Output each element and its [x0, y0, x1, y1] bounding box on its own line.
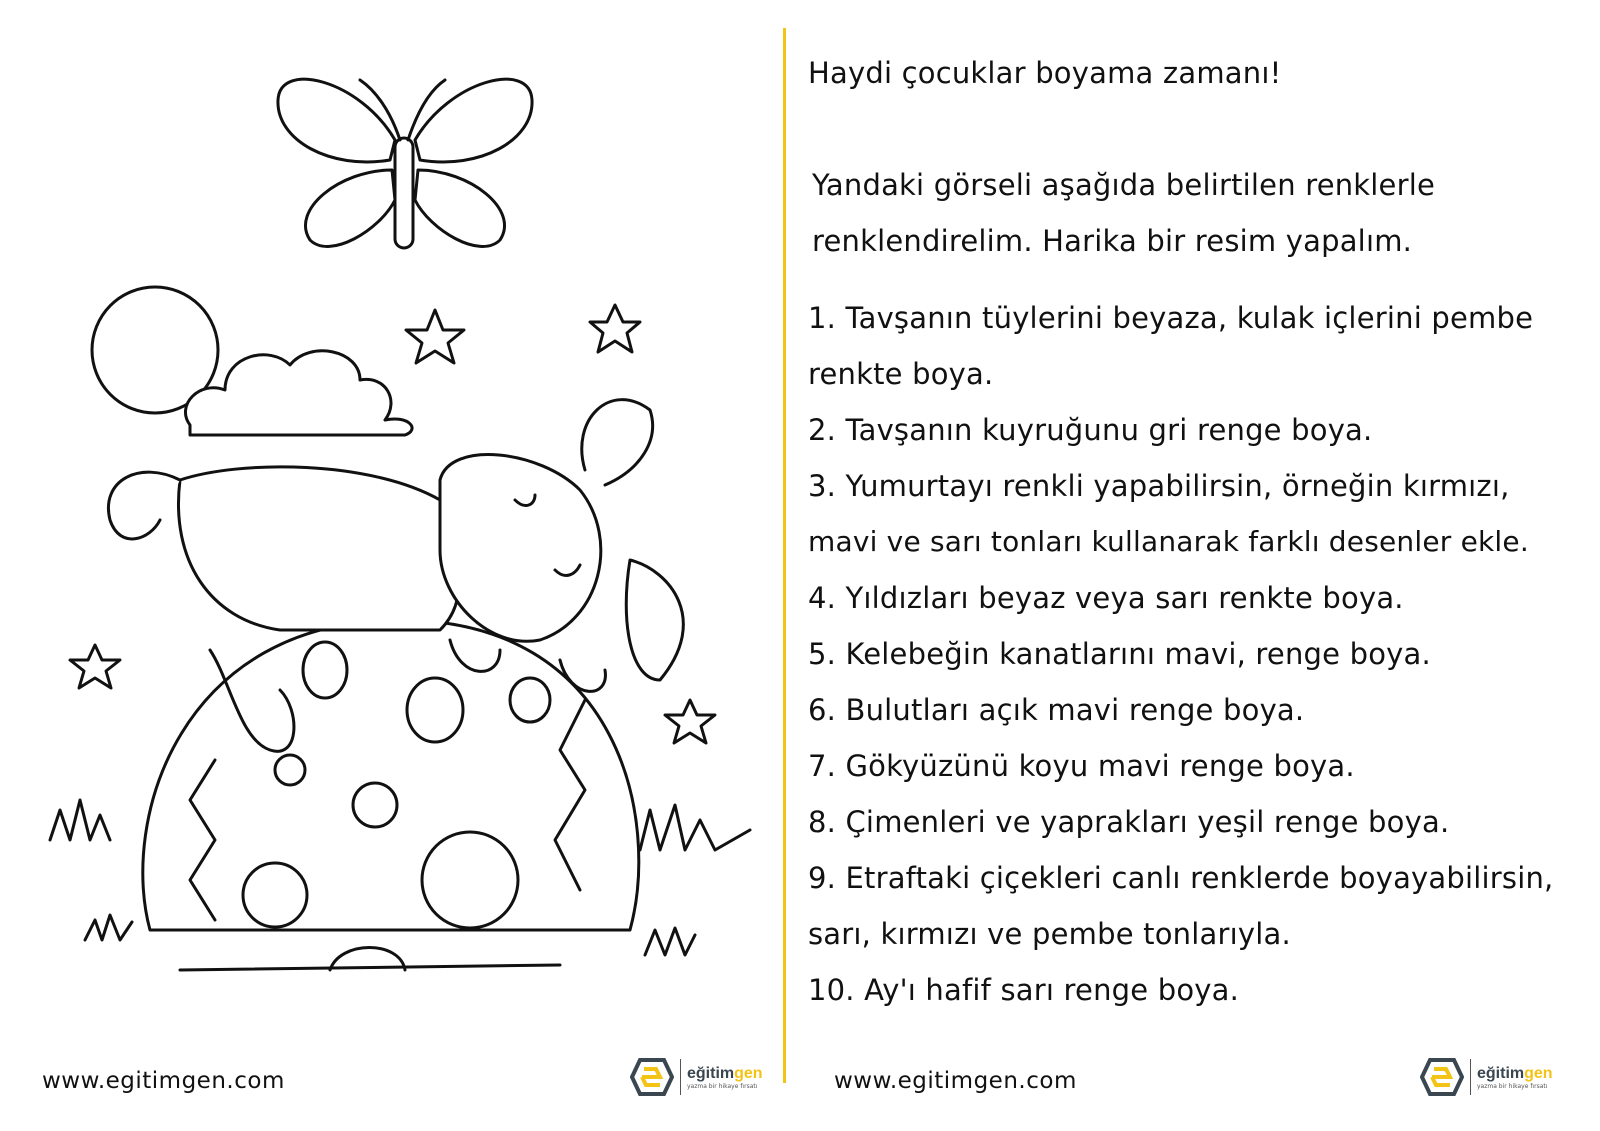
logo-tagline: yazma bir hikaye fırsatı: [1477, 1082, 1548, 1090]
instruction-line: 7. Gökyüzünü koyu mavi renge boya.: [808, 749, 1355, 783]
instruction-line: 3. Yumurtayı renkli yapabilirsin, örneğin kırmızı,: [808, 469, 1510, 503]
intro-line: Yandaki görseli aşağıda belirtilen renklerle: [812, 168, 1436, 202]
star-drawing: [70, 645, 120, 688]
star-drawing: [665, 700, 715, 743]
instruction-line: 6. Bulutları açık mavi renge boya.: [808, 693, 1305, 727]
logo-name-b: gen: [734, 1064, 763, 1082]
logo-name-a: eğitim: [1477, 1064, 1525, 1082]
logo-hexagon-icon: [630, 1057, 674, 1097]
instruction-line: 8. Çimenleri ve yaprakları yeşil renge boya.: [808, 805, 1450, 839]
page-divider: [783, 28, 786, 1083]
logo-name-b: gen: [1524, 1064, 1553, 1082]
star-drawing: [590, 305, 640, 352]
intro-line: renklendirelim. Harika bir resim yapalım.: [812, 224, 1413, 258]
instruction-line: 4. Yıldızları beyaz veya sarı renkte boya.: [808, 581, 1404, 615]
instruction-line: mavi ve sarı tonları kullanarak farklı desenler ekle.: [808, 525, 1529, 558]
website-url-left: www.egitimgen.com: [42, 1068, 285, 1094]
instruction-line: 9. Etraftaki çiçekleri canlı renklerde boyayabilirsin,: [808, 861, 1554, 895]
logo-tagline: yazma bir hikaye fırsatı: [687, 1082, 758, 1090]
logo-name-a: eğitim: [687, 1064, 735, 1082]
instruction-line: 2. Tavşanın kuyruğunu gri renge boya.: [808, 413, 1373, 447]
instruction-line: 10. Ay'ı hafif sarı renge boya.: [808, 973, 1240, 1007]
logo-divider: [680, 1059, 681, 1095]
website-url-right: www.egitimgen.com: [834, 1068, 1077, 1094]
worksheet-title: Haydi çocuklar boyama zamanı!: [808, 56, 1282, 90]
butterfly-drawing: [278, 79, 532, 248]
egitimgen-logo-left: [630, 1052, 770, 1102]
instruction-line: renkte boya.: [808, 357, 994, 391]
logo-hexagon-icon: [1420, 1057, 1464, 1097]
egitimgen-logo-right: [1420, 1052, 1560, 1102]
coloring-illustration: [40, 60, 770, 990]
star-drawing: [406, 310, 464, 363]
instruction-line: 1. Tavşanın tüylerini beyaza, kulak içlerini pembe: [808, 301, 1534, 335]
instruction-line: sarı, kırmızı ve pembe tonlarıyla.: [808, 917, 1291, 951]
logo-divider: [1470, 1059, 1471, 1095]
instruction-line: 5. Kelebeğin kanatlarını mavi, renge boya.: [808, 637, 1431, 671]
cloud-drawing: [185, 351, 412, 435]
